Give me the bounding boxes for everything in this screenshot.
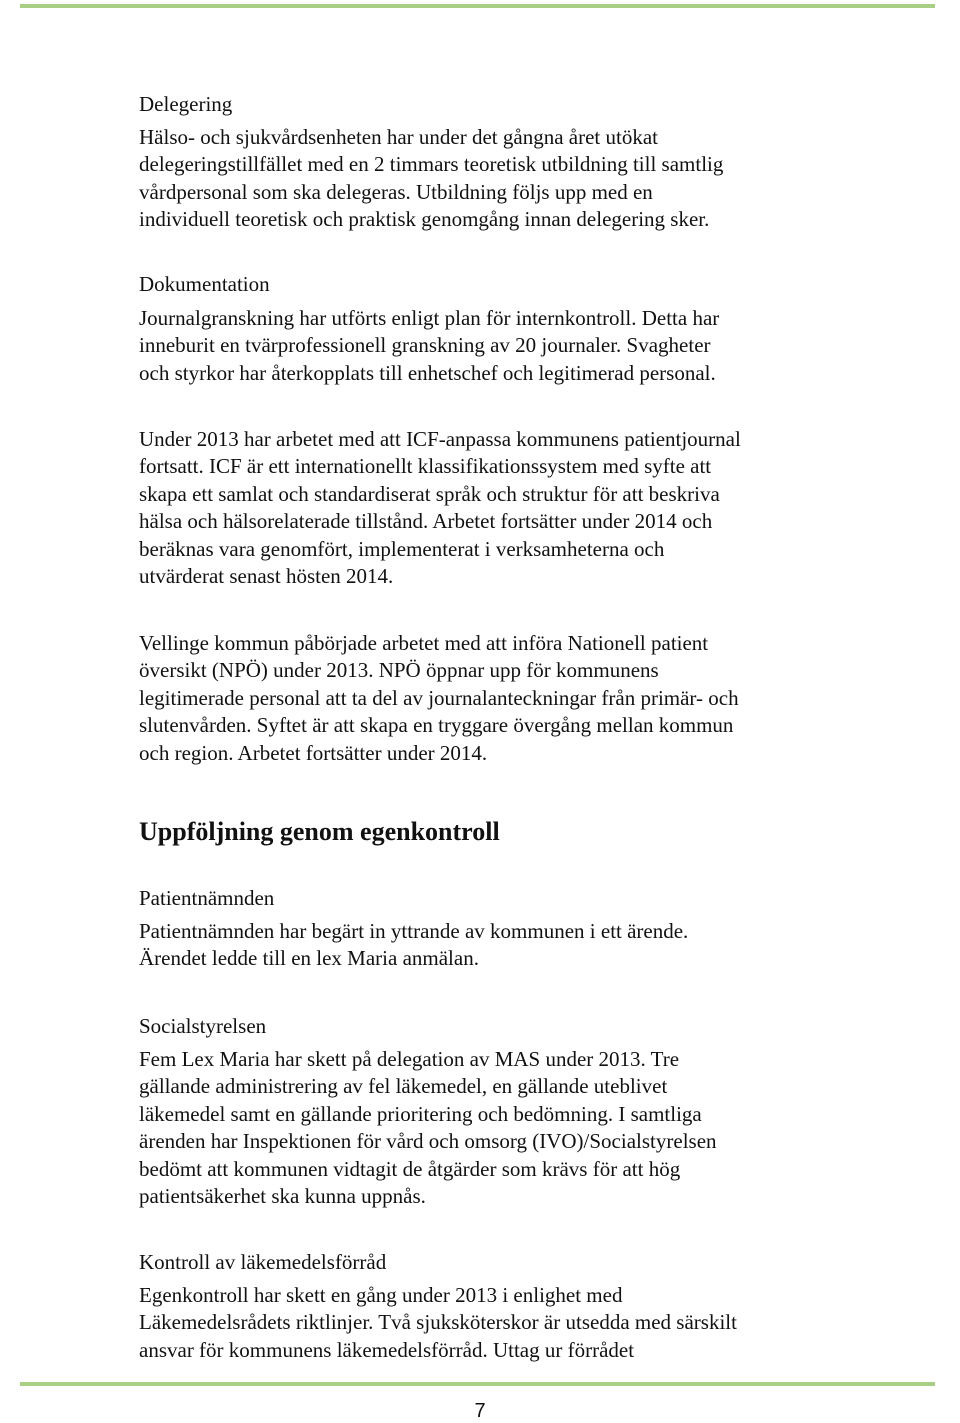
paragraph-icf-text (139, 426, 839, 590)
text-line: och region. Arbetet fortsätter under 2014. (139, 740, 488, 765)
text-line: översikt (NPÖ) under 2013. NPÖ öppnar upp för kommunens (139, 658, 659, 683)
section-dokumentation (139, 271, 839, 387)
top-divider (20, 4, 935, 8)
text-line: legitimerade personal att ta del av journalanteckningar från primär- och (139, 685, 739, 710)
text-line: utvärderat senast hösten 2014. (139, 564, 394, 589)
section-patientnamnden (139, 885, 839, 973)
subheading-socialstyrelsen: Socialstyrelsen (139, 1014, 267, 1038)
text-line: Hälso- och sjukvårdsenheten har under det gångna året utökat (139, 125, 658, 149)
paragraph-npo-text (139, 630, 839, 767)
paragraph-patientnamnden (139, 918, 839, 973)
section-heading-uppfoljning: Uppföljning genom egenkontroll (139, 817, 500, 846)
text-line: ansvar för kommunens läkemedelsförråd. Uttag ur förrådet (139, 1337, 635, 1362)
text-line: Journalgranskning har utförts enligt plan för internkontroll. Detta har (139, 306, 720, 330)
paragraph-icf (139, 426, 839, 590)
text-line: vårdpersonal som ska delegeras. Utbildning följs upp med en (139, 179, 653, 204)
subheading-dokumentation: Dokumentation (139, 272, 270, 296)
text-line: Under 2013 har arbetet med att ICF-anpassa kommunens patientjournal (139, 427, 741, 451)
paragraph-kontroll (139, 1282, 839, 1364)
paragraph-delegering (139, 124, 839, 234)
subheading-patientnamnden: Patientnämnden (139, 886, 275, 910)
text-line: individuell teoretisk och praktisk genomgång innan delegering sker. (139, 207, 710, 232)
text-line: läkemedel samt en gällande prioritering och bedömning. I samtliga (139, 1101, 702, 1126)
text-line: Ärendet ledde till en lex Maria anmälan. (139, 946, 479, 971)
text-line: hälsa och hälsorelaterade tillstånd. Arbetet fortsätter under 2014 och (139, 509, 713, 534)
subheading-kontroll: Kontroll av läkemedelsförråd (139, 1250, 387, 1274)
text-line: fortsatt. ICF är ett internationellt klassifikationssystem med syfte att (139, 454, 712, 479)
text-line: ärenden har Inspektionen för vård och omsorg (IVO)/Socialstyrelsen (139, 1129, 717, 1154)
section-kontroll (139, 1249, 839, 1364)
text-line: Vellinge kommun påbörjade arbetet med att införa Nationell patient (139, 631, 709, 655)
section-delegering (139, 91, 839, 234)
text-line: slutenvården. Syftet är att skapa en tryggare övergång mellan kommun (139, 713, 734, 738)
subheading-delegering: Delegering (139, 92, 233, 116)
text-line: beräknas vara genomfört, implementerat i verksamheterna och (139, 536, 665, 561)
text-line: skapa ett samlat och standardiserat språk och struktur för att beskriva (139, 481, 720, 506)
bottom-divider (20, 1382, 935, 1386)
text-line: delegeringstillfället med en 2 timmars teoretisk utbildning till samtlig (139, 152, 724, 177)
paragraph-npo (139, 630, 839, 767)
text-line: och styrkor har återkopplats till enhetschef och legitimerad personal. (139, 360, 716, 385)
text-line: gällande administrering av fel läkemedel, en gällande uteblivet (139, 1074, 668, 1099)
page-number: 7 (474, 1400, 486, 1422)
paragraph-socialstyrelsen (139, 1046, 839, 1210)
paragraph-journalgranskning (139, 305, 839, 387)
text-line: Egenkontroll har skett en gång under 2013 i enlighet med (139, 1283, 623, 1307)
text-line: inneburit en tvärprofessionell granskning av 20 journaler. Svagheter (139, 333, 711, 358)
section-socialstyrelsen (139, 1013, 839, 1210)
text-line: Läkemedelsrådets riktlinjer. Två sjuksköterskor är utsedda med särskilt (139, 1310, 737, 1335)
text-line: patientsäkerhet ska kunna uppnås. (139, 1184, 426, 1209)
text-line: bedömt att kommunen vidtagit de åtgärder som krävs för att hög (139, 1156, 681, 1181)
text-line: Fem Lex Maria har skett på delegation av MAS under 2013. Tre (139, 1047, 680, 1071)
text-line: Patientnämnden har begärt in yttrande av kommunen i ett ärende. (139, 919, 689, 943)
